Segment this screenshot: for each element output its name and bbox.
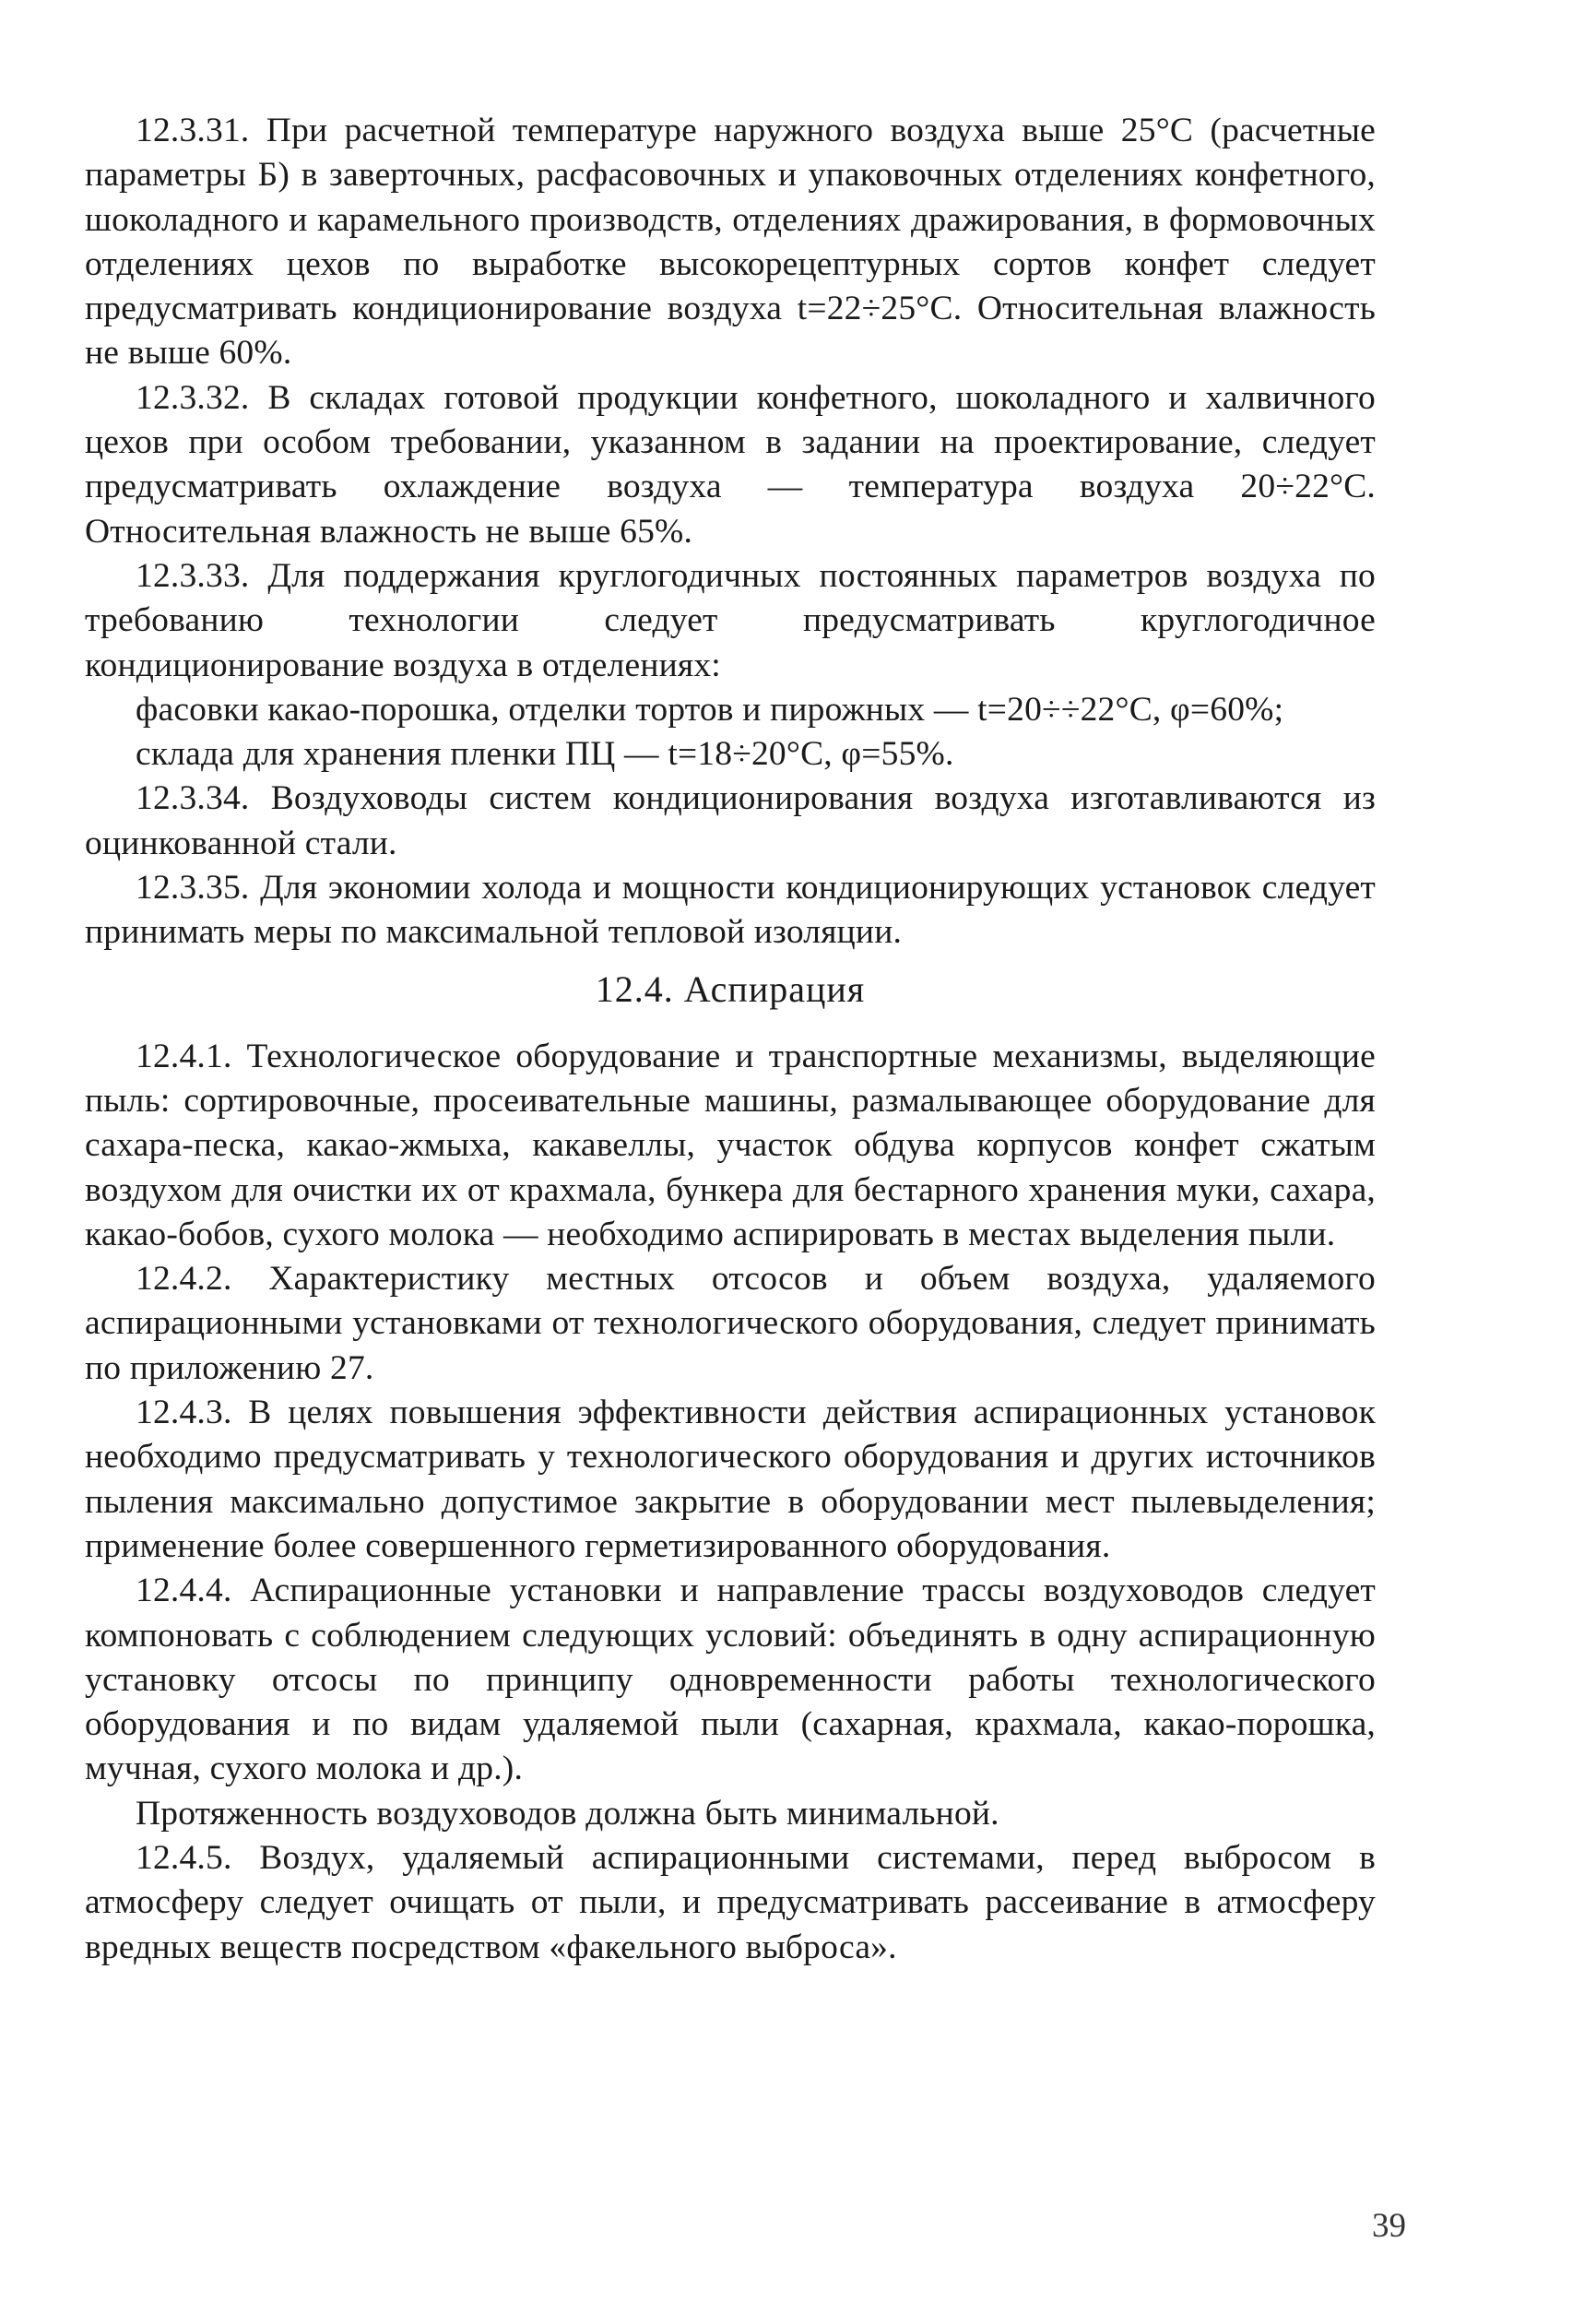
paragraph-12-3-31: 12.3.31. При расчетной температуре наружного воздуха выше 25°С (расчетные параметры Б) в заверточных, расфасовочных и упаковочных отделениях конфетного, шоколадного и карамельного производств, отделениях дражирования, в формовочных отделениях цехов по выработке высокорецептурных сортов конфет следует предусматривать кондиционирование воздуха t=22÷25°С. Относительная влажность не выше 60%. — [85, 112, 1376, 373]
list-item-cocoa-packing: фасовки какао-порошка, отделки тортов и пирожных — t=20÷÷22°С, φ=60%; — [136, 690, 1284, 729]
paragraph-12-3-33: 12.3.33. Для поддержания круглогодичных постоянных параметров воздуха по требованию технологии следует предусматривать круглогодичное кондиционирование воздуха в отделениях: — [85, 556, 1376, 684]
paragraph-12-3-35: 12.3.35. Для экономии холода и мощности кондиционирующих установок следует принимать меры по максимальной тепловой изоляции. — [85, 869, 1376, 952]
paragraph-12-4-5: 12.4.5. Воздух, удаляемый аспирационными системами, перед выбросом в атмосферу следует очищать от пыли, и предусматривать рассеивание в атмосферу вредных веществ посредством «факельного выброса». — [85, 1838, 1376, 1966]
paragraph-12-4-1: 12.4.1. Технологическое оборудование и транспортные механизмы, выделяющие пыль: сортировочные, просеивательные машины, размалывающее оборудование для сахара-песка, какао-жмыха, какавеллы, участок обдува корпусов конфет сжатым воздухом для очистки их от крахмала, бункера для бестарного хранения муки, сахара, какао-бобов, сухого молока — необходимо аспирировать в местах выделения пыли. — [85, 1037, 1376, 1253]
paragraph-12-4-3: 12.4.3. В целях повышения эффективности действия аспирационных установок необходимо предусматривать у технологического оборудования и других источников пыления максимально допустимое закрытие в оборудовании мест пылевыделения; применение более совершенного герметизированного оборудования. — [85, 1394, 1376, 1565]
page-number: 39 — [1372, 2207, 1406, 2245]
paragraph-12-3-32: 12.3.32. В складах готовой продукции конфетного, шоколадного и халвичного цехов при особом требовании, указанном в задании на проектирование, следует предусматривать охлаждение воздуха — температура воздуха 20÷22°С. Относительная влажность не выше 65%. — [85, 378, 1376, 551]
section-heading: 12.4. Аспирация — [595, 967, 866, 1010]
paragraph-12-4-2: 12.4.2. Характеристику местных отсосов и объем воздуха, удаляемого аспирационными установками от технологического оборудования, следует принимать по приложению 27. — [85, 1260, 1376, 1387]
paragraph-duct-length: Протяженность воздуховодов должна быть минимальной. — [136, 1794, 999, 1833]
paragraph-12-4-4: 12.4.4. Аспирационные установки и направление трассы воздуховодов следует компоновать с соблюдением следующих условий: объединять в одну аспирационную установку отсосы по принципу одновременности работы технологического оборудования и по видам удаляемой пыли (сахарная, крахмала, какао-порошка, мучная, сухого молока и др.). — [85, 1572, 1376, 1788]
list-item-film-storage: склада для хранения пленки ПЦ — t=18÷20°С, φ=55%. — [136, 735, 954, 774]
document-body — [85, 109, 1376, 1970]
paragraph-12-3-34: 12.3.34. Воздуховоды систем кондиционирования воздуха изготавливаются из оцинкованной стали. — [85, 779, 1376, 862]
